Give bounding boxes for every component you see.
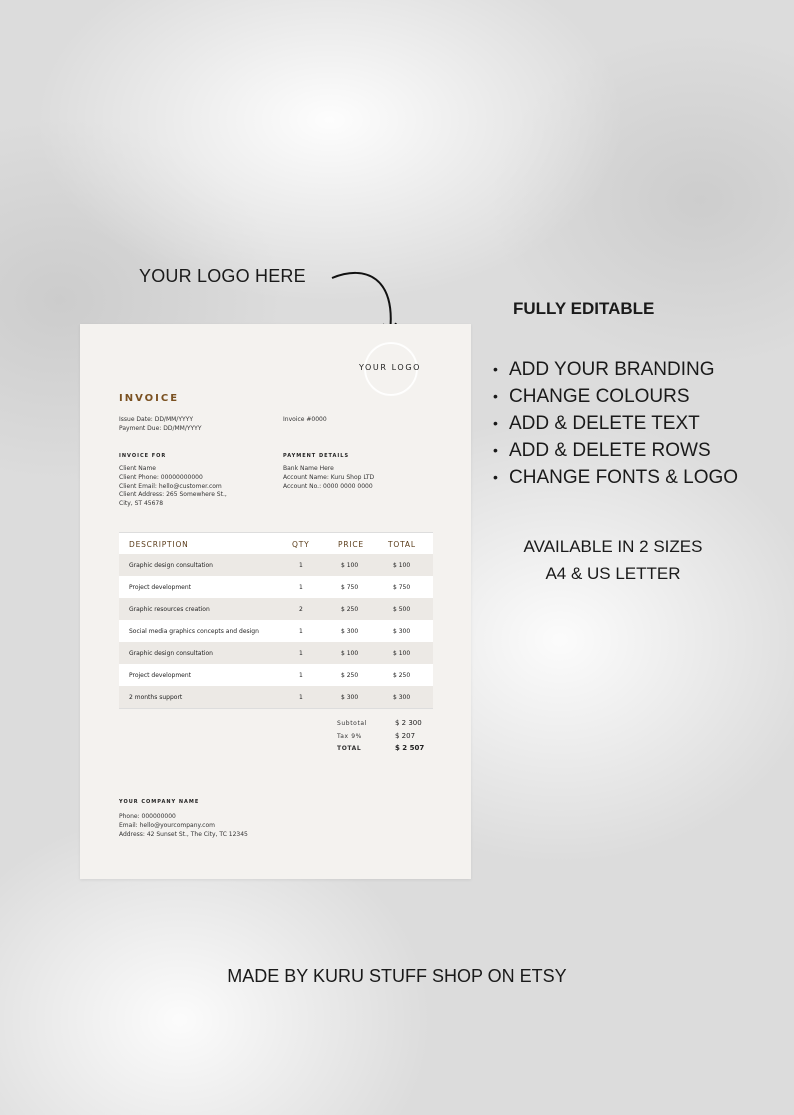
cell-description: Graphic design consultation — [129, 650, 213, 657]
total-value: $ 2 507 — [395, 744, 425, 752]
company-line: Phone: 000000000 — [119, 813, 176, 820]
cell-total: $ 100 — [393, 650, 411, 657]
table-row — [119, 554, 433, 577]
tax-value: $ 207 — [395, 732, 416, 740]
col-price: PRICE — [338, 540, 364, 549]
logo-here-callout: YOUR LOGO HERE — [139, 266, 306, 286]
cell-qty: 1 — [299, 694, 303, 701]
cell-description: Graphic resources creation — [129, 606, 210, 613]
payment-line: Account Name: Kuru Shop LTD — [283, 473, 375, 481]
cell-qty: 2 — [299, 606, 303, 613]
cell-total: $ 250 — [393, 672, 411, 679]
feature-item: • CHANGE COLOURS — [493, 383, 738, 410]
invoice-sheet — [80, 324, 471, 879]
invoice-number: Invoice #0000 — [283, 416, 327, 423]
payment-line: Bank Name Here — [283, 465, 334, 472]
cell-price: $ 750 — [341, 584, 359, 591]
client-line: Client Email: hello@customer.com — [119, 482, 222, 490]
payment-details-label: PAYMENT DETAILS — [283, 453, 350, 459]
cell-total: $ 750 — [393, 584, 411, 591]
company-name: YOUR COMPANY NAME — [119, 799, 200, 805]
feature-item: • ADD YOUR BRANDING — [493, 356, 738, 383]
table-row — [119, 642, 433, 665]
company-details — [119, 813, 248, 839]
feature-list — [493, 356, 738, 491]
footer-credit: MADE BY KURU STUFF SHOP ON ETSY — [227, 966, 567, 986]
feature-item: • CHANGE FONTS & LOGO — [493, 464, 738, 491]
payment-details — [283, 465, 374, 491]
client-line: Client Name — [119, 465, 156, 472]
table-header — [119, 532, 433, 556]
features-heading: FULLY EDITABLE — [513, 299, 655, 318]
cell-qty: 1 — [299, 650, 303, 657]
col-qty: QTY — [292, 540, 310, 549]
cell-qty: 1 — [299, 584, 303, 591]
cell-description: Social media graphics concepts and design — [129, 628, 259, 635]
client-line: Client Address: 265 Somewhere St., — [119, 491, 227, 499]
feature-item: • ADD & DELETE TEXT — [493, 410, 738, 437]
feature-item: • ADD & DELETE ROWS — [493, 437, 738, 464]
table-row — [119, 620, 433, 643]
cell-total: $ 300 — [393, 694, 411, 701]
cell-price: $ 100 — [341, 562, 359, 569]
cell-qty: 1 — [299, 672, 303, 679]
tax-label: Tax 9% — [337, 733, 362, 740]
table-row — [119, 598, 433, 621]
cell-price: $ 250 — [341, 606, 359, 613]
subtotal-value: $ 2 300 — [395, 719, 422, 727]
col-description: DESCRIPTION — [129, 540, 189, 549]
cell-price: $ 250 — [341, 672, 359, 679]
company-line: Email: hello@yourcompany.com — [119, 821, 215, 829]
issue-date: Issue Date: DD/MM/YYYY — [119, 416, 193, 423]
total-label: TOTAL — [337, 745, 362, 752]
col-total: TOTAL — [388, 540, 416, 549]
cell-qty: 1 — [299, 562, 303, 569]
client-line: Client Phone: 00000000000 — [119, 473, 203, 481]
cell-qty: 1 — [299, 628, 303, 635]
cell-price: $ 300 — [341, 694, 359, 701]
client-line: City, ST 45678 — [119, 500, 164, 508]
sizes-line: AVAILABLE IN 2 SIZES — [523, 537, 703, 556]
sizes-line: A4 & US LETTER — [545, 564, 681, 583]
subtotal-label: Subtotal — [337, 720, 367, 727]
table-row — [119, 686, 433, 709]
cell-total: $ 300 — [393, 628, 411, 635]
cell-price: $ 300 — [341, 628, 359, 635]
cell-total: $ 500 — [393, 606, 411, 613]
cell-description: Project development — [129, 672, 192, 679]
cell-price: $ 100 — [341, 650, 359, 657]
table-row — [119, 576, 433, 599]
payment-line: Account No.: 0000 0000 0000 — [283, 482, 373, 490]
invoice-title: INVOICE — [119, 393, 180, 404]
cell-description: 2 months support — [129, 694, 183, 701]
cell-total: $ 100 — [393, 562, 411, 569]
payment-due: Payment Due: DD/MM/YYYY — [119, 424, 202, 432]
client-details — [119, 465, 227, 509]
company-line: Address: 42 Sunset St., The City, TC 12345 — [119, 830, 248, 838]
logo-text: YOUR LOGO — [358, 363, 422, 372]
sizes-info — [478, 533, 748, 587]
cell-description: Project development — [129, 584, 192, 591]
table-row — [119, 664, 433, 687]
cell-description: Graphic design consultation — [129, 562, 213, 569]
issue-dates — [119, 416, 202, 434]
invoice-for-label: INVOICE FOR — [119, 453, 167, 459]
